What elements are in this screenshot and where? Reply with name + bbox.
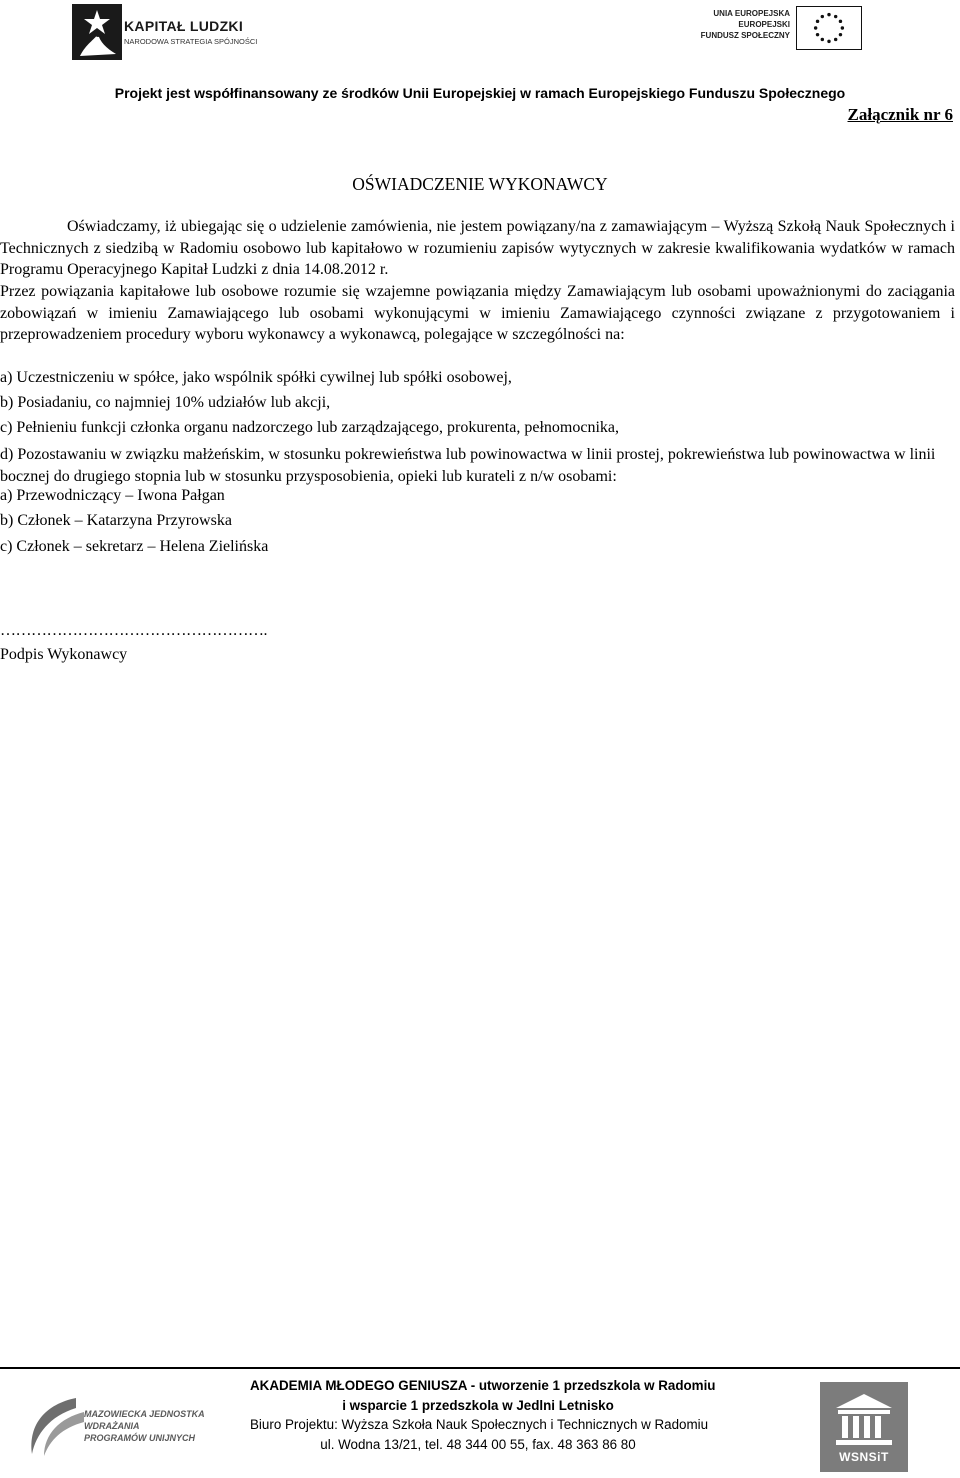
list-item: b) Posiadaniu, co najmniej 10% udziałów lub akcji, <box>0 394 331 411</box>
signature-label: Podpis Wykonawcy <box>0 646 128 663</box>
declaration-paragraph <box>0 216 955 281</box>
mjwpu-line-2: WDRAŻANIA <box>84 1421 140 1431</box>
eu-logo-line-3: FUNDUSZ SPOŁECZNY <box>700 31 790 40</box>
eu-flag-icon <box>796 6 862 50</box>
committee-member: b) Członek – Katarzyna Przyrowska <box>0 512 232 529</box>
list-item: a) Uczestniczeniu w spółce, jako wspólnik spółki cywilnej lub spółki osobowej, <box>0 369 512 386</box>
signature-line: ……………………………………………. <box>0 622 267 639</box>
footer-project-name: AKADEMIA MŁODEGO GENIUSZA - utworzenie 1 przedszkola w Radomiu <box>250 1378 716 1393</box>
wsnsit-name: WSNSiT <box>839 1450 889 1464</box>
mjwpu-logo-text <box>84 1408 205 1444</box>
mjwpu-line-1: MAZOWIECKA JEDNOSTKA <box>84 1409 205 1419</box>
kapital-ludzki-logo <box>72 4 258 60</box>
committee-member: a) Przewodniczący – Iwona Pałgan <box>0 487 225 504</box>
mjwpu-logo <box>26 1382 246 1472</box>
eu-logo-line-2: EUROPEJSKI <box>738 20 790 29</box>
mjwpu-swoosh-icon <box>26 1394 88 1460</box>
eu-logo-line-1: UNIA EUROPEJSKA <box>713 9 790 18</box>
eu-social-fund-logo <box>702 4 862 52</box>
attachment-number: Załącznik nr 6 <box>847 105 953 124</box>
list-item: c) Pełnieniu funkcji członka organu nadzorczego lub zarządzającego, prokurenta, pełnomocnika, <box>0 419 619 436</box>
kapital-ludzki-name: KAPITAŁ LUDZKI <box>124 18 244 34</box>
footer-address: ul. Wodna 13/21, tel. 48 344 00 55, fax. 48 363 86 80 <box>320 1436 636 1452</box>
footer-project-info <box>250 1376 716 1454</box>
kapital-ludzki-subtitle: NARODOWA STRATEGIA SPÓJNOŚCI <box>124 37 258 46</box>
document-title: OŚWIADCZENIE WYKONAWCY <box>352 174 608 194</box>
university-building-icon <box>834 1392 894 1446</box>
list-item: d) Pozostawaniu w związku małżeńskim, w stosunku pokrewieństwa lub powinowactwa w linii prostej, pokrewieństwa lub powinowactwa w linii bocznej do drugiego stopnia lub w stosunku przysposobienia, opieki lub kurateli z n/w osobami: <box>0 446 936 485</box>
footer-project-name-cont: i wsparcie 1 przedszkola w Jedlni Letnisko <box>342 1397 614 1413</box>
eu-logo-text <box>698 8 790 41</box>
kapital-ludzki-emblem-icon <box>72 4 122 60</box>
wsnsit-logo <box>820 1382 908 1472</box>
definition-paragraph: Przez powiązania kapitałowe lub osobowe rozumie się wzajemne powiązania między Zamawiającym lub osobami upoważnionymi do zaciągania zobowiązań w imieniu Zamawiającego lub osobami wykonującymi w imieniu Zamawiającego czynności związane z przygotowaniem i przeprowadzeniem procedury wyboru wykonawcy a wykonawcą, polegające w szczególności na: <box>0 283 955 344</box>
declaration-text: Oświadczamy, iż ubiegając się o udzielenie zamówienia, nie jestem powiązany/na z zamawiającym – Wyższą Szkołą Nauk Społecznych i Technicznych z siedzibą w Radomiu osobowo lub kapitałowo w rozumieniu zapisów wytycznych w zakresie kwalifikowania wydatków w ramach Programu Operacyjnego Kapitał Ludzki z dnia 14.08.2012 r. <box>0 218 955 279</box>
footer-office: Biuro Projektu: Wyższa Szkoła Nauk Społecznych i Technicznych w Radomiu <box>250 1417 709 1432</box>
cofinancing-banner: Projekt jest współfinansowany ze środków Unii Europejskiej w ramach Europejskiego Funduszu Społecznego <box>114 85 846 101</box>
footer-divider <box>0 1367 960 1369</box>
mjwpu-line-3: PROGRAMÓW UNIJNYCH <box>84 1433 196 1443</box>
committee-member: c) Członek – sekretarz – Helena Zielińska <box>0 538 269 555</box>
